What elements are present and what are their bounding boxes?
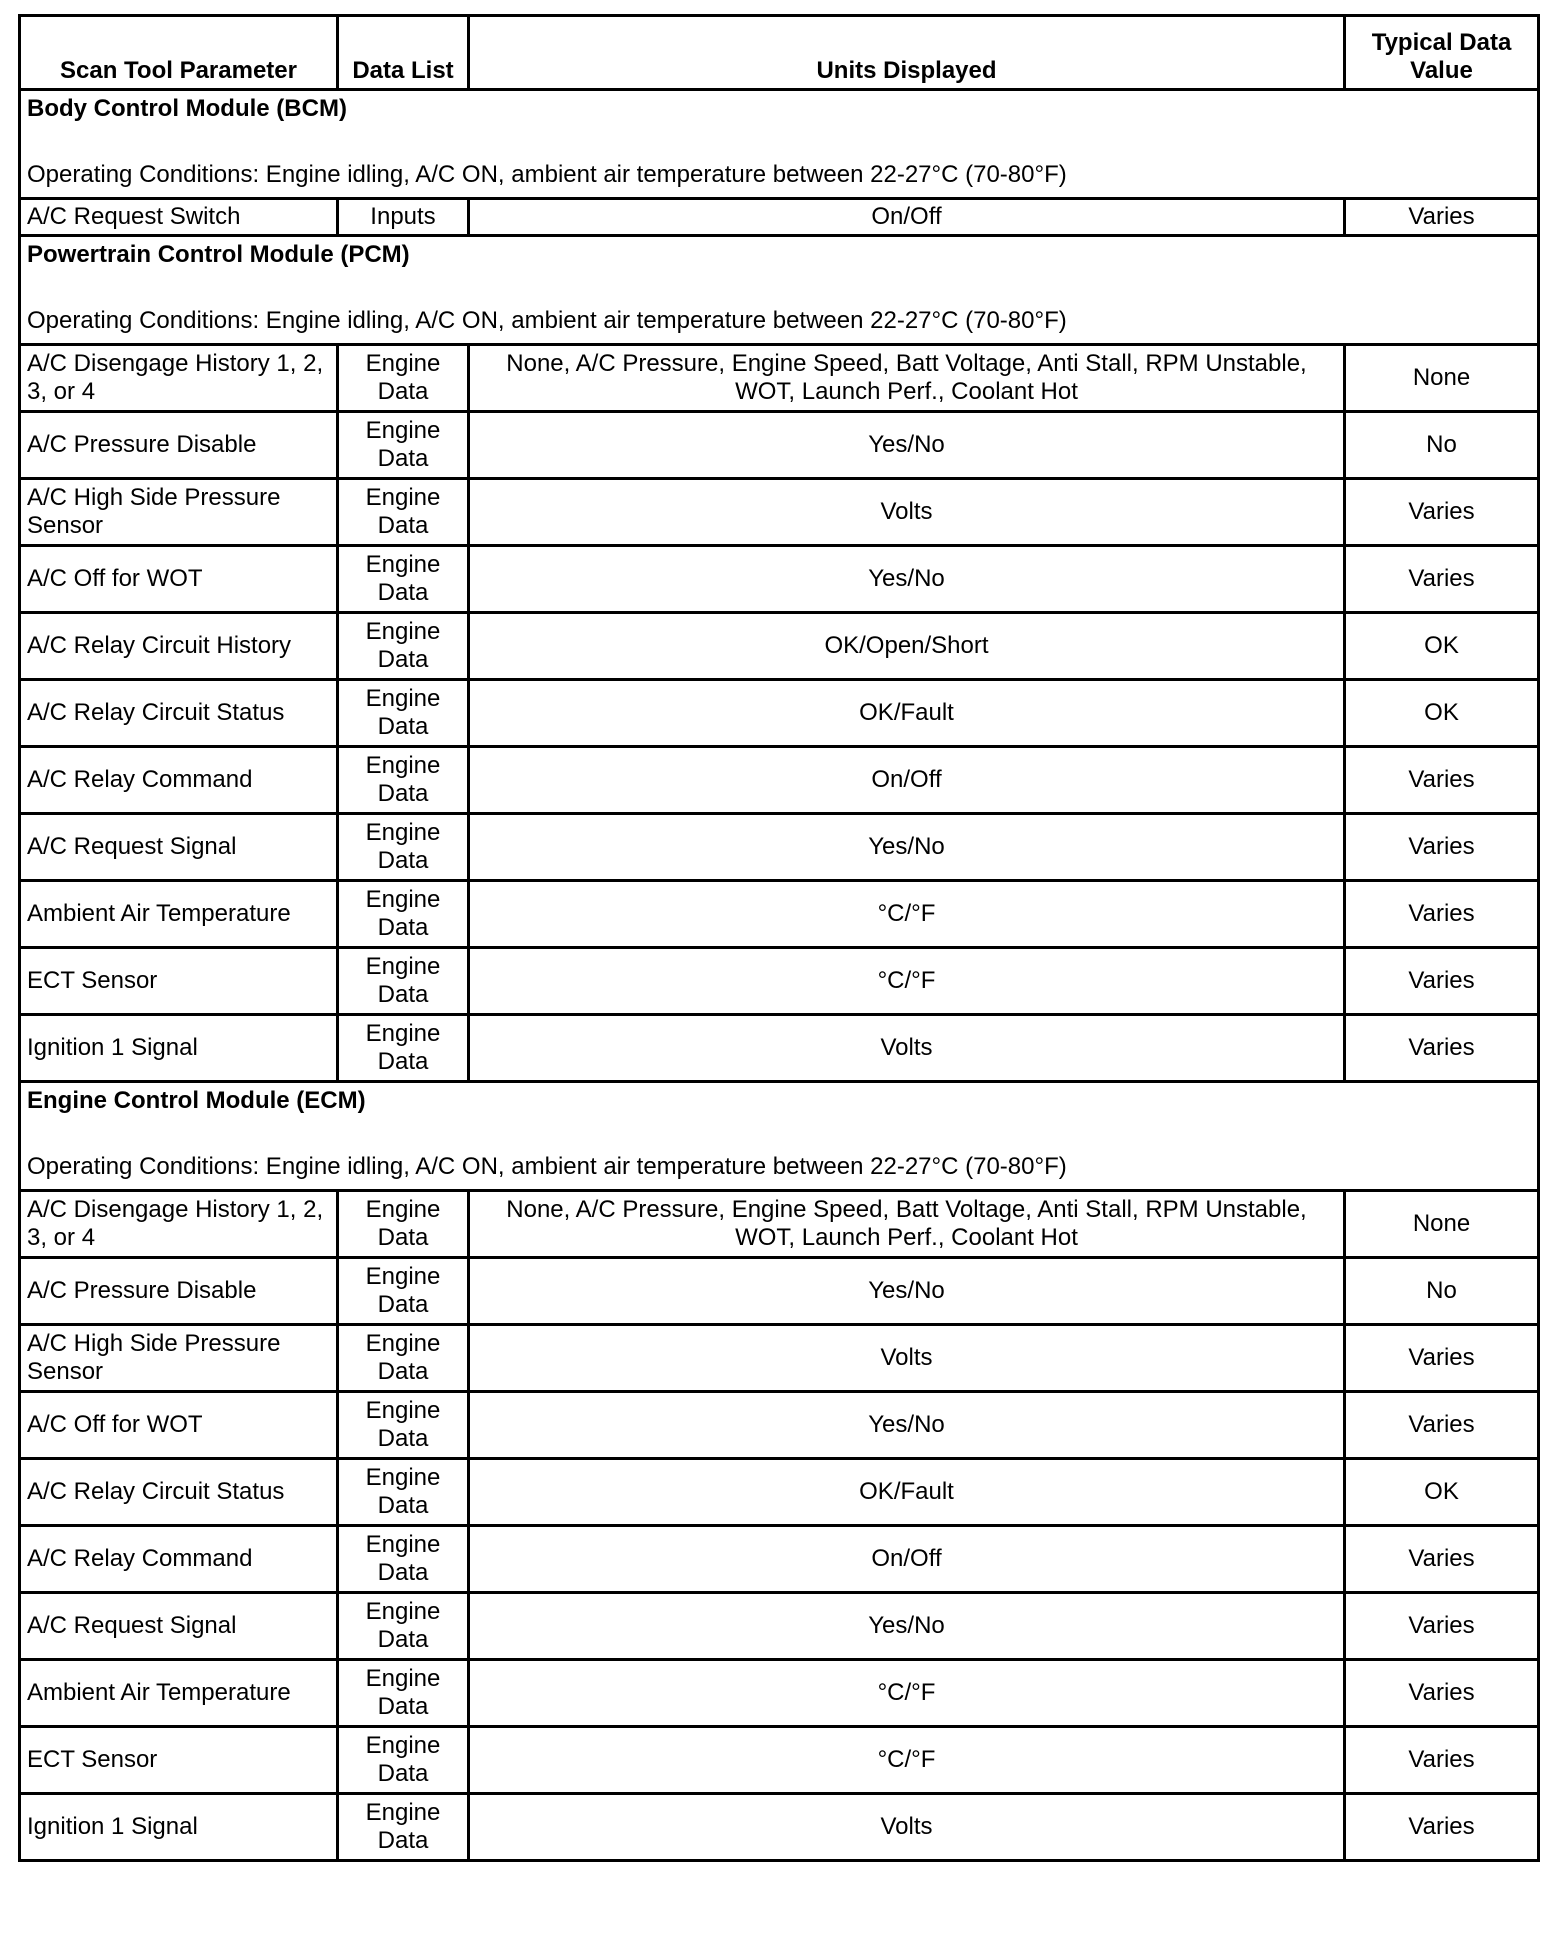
table-row [20,680,1539,747]
typical-value-cell: Varies [1345,546,1539,613]
typical-value-cell: Varies [1345,1015,1539,1082]
data-list-cell: Engine Data [338,1015,469,1082]
table-row [20,1325,1539,1392]
data-list-cell: Engine Data [338,479,469,546]
units-cell: °C/°F [469,1727,1345,1794]
data-list-cell: Engine Data [338,747,469,814]
table-row [20,199,1539,236]
parameter-cell: ECT Sensor [20,948,338,1015]
parameter-cell: A/C Relay Circuit Status [20,680,338,747]
parameter-cell: A/C High Side Pressure Sensor [20,479,338,546]
units-cell: On/Off [469,199,1345,236]
section-cell [20,90,1539,199]
units-cell: Yes/No [469,412,1345,479]
parameter-cell: A/C Off for WOT [20,1392,338,1459]
units-cell: OK/Fault [469,1459,1345,1526]
header-row [20,16,1539,90]
table-body [20,90,1539,1861]
parameter-cell: A/C Relay Command [20,1526,338,1593]
parameter-cell: A/C Relay Circuit Status [20,1459,338,1526]
parameter-cell: ECT Sensor [20,1727,338,1794]
typical-value-cell: Varies [1345,881,1539,948]
units-cell: Yes/No [469,1258,1345,1325]
header-data-list: Data List [338,16,469,90]
typical-value-cell: Varies [1345,814,1539,881]
table-row [20,1660,1539,1727]
typical-value-cell: OK [1345,1459,1539,1526]
typical-value-cell: Varies [1345,747,1539,814]
section-header [20,236,1539,345]
typical-value-cell: Varies [1345,1325,1539,1392]
table-row [20,1727,1539,1794]
units-cell: None, A/C Pressure, Engine Speed, Batt Voltage, Anti Stall, RPM Unstable, WOT, Launch Perf., Coolant Hot [469,345,1345,412]
parameter-cell: A/C Pressure Disable [20,1258,338,1325]
operating-conditions: Operating Conditions: Engine idling, A/C ON, ambient air temperature between 22-27°C (70-80°F) [27,161,1067,188]
data-list-cell: Engine Data [338,680,469,747]
units-cell: On/Off [469,747,1345,814]
data-list-cell: Engine Data [338,1392,469,1459]
parameter-cell: A/C Request Signal [20,814,338,881]
data-list-cell: Inputs [338,199,469,236]
header-parameter: Scan Tool Parameter [20,16,338,90]
typical-value-cell: Varies [1345,479,1539,546]
table-row [20,1392,1539,1459]
table-row [20,345,1539,412]
section-cell [20,236,1539,345]
typical-value-cell: No [1345,412,1539,479]
units-cell: None, A/C Pressure, Engine Speed, Batt Voltage, Anti Stall, RPM Unstable, WOT, Launch Perf., Coolant Hot [469,1191,1345,1258]
parameter-cell: A/C Request Switch [20,199,338,236]
data-list-cell: Engine Data [338,1727,469,1794]
section-title: Engine Control Module (ECM) [27,1087,366,1114]
typical-value-cell: Varies [1345,1727,1539,1794]
scan-tool-data-table [18,14,1540,1862]
data-list-cell: Engine Data [338,1526,469,1593]
section-header [20,1082,1539,1191]
table-row [20,1459,1539,1526]
units-cell: OK/Fault [469,680,1345,747]
data-list-cell: Engine Data [338,345,469,412]
data-list-cell: Engine Data [338,546,469,613]
data-list-cell: Engine Data [338,1459,469,1526]
data-list-cell: Engine Data [338,1191,469,1258]
parameter-cell: A/C High Side Pressure Sensor [20,1325,338,1392]
parameter-cell: A/C Disengage History 1, 2, 3, or 4 [20,1191,338,1258]
typical-value-cell: Varies [1345,1660,1539,1727]
data-list-cell: Engine Data [338,1258,469,1325]
units-cell: Yes/No [469,1392,1345,1459]
table-row [20,1258,1539,1325]
table-row [20,948,1539,1015]
typical-value-cell: Varies [1345,948,1539,1015]
units-cell: Volts [469,1794,1345,1861]
parameter-cell: A/C Relay Circuit History [20,613,338,680]
table-row [20,1526,1539,1593]
data-list-cell: Engine Data [338,1593,469,1660]
typical-value-cell: Varies [1345,1392,1539,1459]
data-list-cell: Engine Data [338,1660,469,1727]
data-list-cell: Engine Data [338,1794,469,1861]
table-row [20,412,1539,479]
parameter-cell: Ignition 1 Signal [20,1015,338,1082]
typical-value-cell: None [1345,1191,1539,1258]
table-row [20,546,1539,613]
units-cell: Volts [469,479,1345,546]
data-list-cell: Engine Data [338,814,469,881]
units-cell: °C/°F [469,948,1345,1015]
typical-value-cell: Varies [1345,1593,1539,1660]
table-row [20,1191,1539,1258]
parameter-cell: A/C Disengage History 1, 2, 3, or 4 [20,345,338,412]
typical-value-cell: OK [1345,680,1539,747]
units-cell: Yes/No [469,1593,1345,1660]
units-cell: On/Off [469,1526,1345,1593]
section-cell [20,1082,1539,1191]
section-title: Powertrain Control Module (PCM) [27,241,410,268]
table-row [20,1593,1539,1660]
section-header [20,90,1539,199]
data-list-cell: Engine Data [338,1325,469,1392]
units-cell: °C/°F [469,881,1345,948]
typical-value-cell: None [1345,345,1539,412]
section-title: Body Control Module (BCM) [27,95,347,122]
table-row [20,1794,1539,1861]
typical-value-cell: No [1345,1258,1539,1325]
table-row [20,479,1539,546]
header-units: Units Displayed [469,16,1345,90]
typical-value-cell: OK [1345,613,1539,680]
table-row [20,613,1539,680]
data-list-cell: Engine Data [338,881,469,948]
header-typical-value: Typical Data Value [1345,16,1539,90]
units-cell: OK/Open/Short [469,613,1345,680]
table-row [20,1015,1539,1082]
parameter-cell: A/C Pressure Disable [20,412,338,479]
table-row [20,881,1539,948]
parameter-cell: A/C Off for WOT [20,546,338,613]
table-row [20,814,1539,881]
parameter-cell: Ambient Air Temperature [20,1660,338,1727]
operating-conditions: Operating Conditions: Engine idling, A/C ON, ambient air temperature between 22-27°C (70-80°F) [27,1153,1067,1180]
data-list-cell: Engine Data [338,948,469,1015]
data-list-cell: Engine Data [338,412,469,479]
units-cell: °C/°F [469,1660,1345,1727]
data-list-cell: Engine Data [338,613,469,680]
parameter-cell: A/C Request Signal [20,1593,338,1660]
table-row [20,747,1539,814]
typical-value-cell: Varies [1345,199,1539,236]
units-cell: Yes/No [469,814,1345,881]
parameter-cell: Ignition 1 Signal [20,1794,338,1861]
parameter-cell: Ambient Air Temperature [20,881,338,948]
units-cell: Volts [469,1325,1345,1392]
parameter-cell: A/C Relay Command [20,747,338,814]
operating-conditions: Operating Conditions: Engine idling, A/C ON, ambient air temperature between 22-27°C (70-80°F) [27,307,1067,334]
typical-value-cell: Varies [1345,1794,1539,1861]
units-cell: Volts [469,1015,1345,1082]
units-cell: Yes/No [469,546,1345,613]
typical-value-cell: Varies [1345,1526,1539,1593]
